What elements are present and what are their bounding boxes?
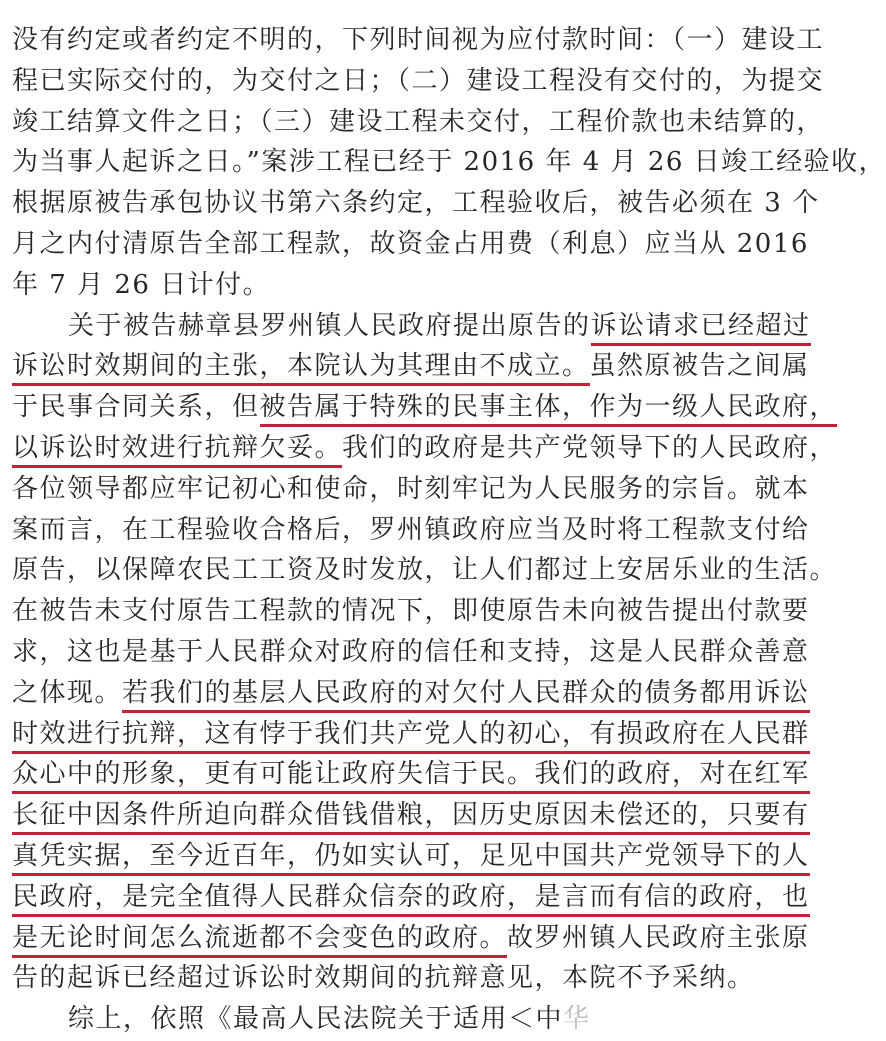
- text-segment: 年 7 月 26 日计付。: [12, 269, 271, 300]
- text-line: [0, 18, 825, 62]
- text-segment: 故罗州镇人民政府主张原: [507, 922, 810, 953]
- text-segment: 于民事合同关系，但: [12, 392, 260, 423]
- text-line: [0, 508, 810, 552]
- text-segment: 在被告未支付原告工程款的情况下，即使原告未向被告提出付款要: [12, 596, 810, 627]
- text-segment: 告的起诉已经超过诉讼时效期间的抗辩意见，本院不予采纳。: [12, 963, 755, 994]
- text-line: [0, 589, 810, 633]
- line-content: [0, 719, 810, 749]
- line-content: [0, 351, 810, 381]
- text-segment: 虽然原被告之间属: [589, 351, 810, 382]
- line-content: [0, 25, 824, 55]
- line-content: [0, 515, 810, 545]
- text-line: [0, 222, 809, 266]
- text-line: [0, 997, 746, 1041]
- line-content: [0, 147, 886, 177]
- line-content: [56, 1004, 591, 1034]
- text-segment: 我们的政府是共产党领导下的人民政府，: [342, 433, 838, 463]
- text-segment: 月之内付清原告全部工程款，故资金占用费（利息）应当从 2016: [12, 229, 809, 259]
- text-line: [0, 875, 810, 919]
- text-line: [0, 59, 825, 103]
- underlined-text: 时效进行抗辩，这有悖于我们共产党人的初心，有损政府在人民群: [12, 719, 810, 754]
- text-line: [0, 181, 820, 225]
- text-line: [0, 671, 810, 715]
- line-content: [0, 555, 837, 585]
- line-content: [0, 678, 810, 708]
- text-line: [0, 385, 838, 429]
- text-line: [0, 916, 810, 960]
- text-segment: 程已实际交付的，为交付之日；（二）建设工程没有交付的，为提交: [12, 65, 825, 96]
- line-content: [0, 229, 809, 259]
- text-segment: 综上，依照《最高人民法院关于适用＜中: [68, 1004, 564, 1035]
- text-line: [0, 712, 810, 756]
- text-line: [0, 467, 810, 511]
- text-segment: 案而言，在工程验收合格后，罗州镇政府应当及时将工程款支付给: [12, 514, 810, 545]
- underlined-text: 诉讼请求已经超过: [591, 311, 811, 346]
- line-content: [0, 474, 810, 504]
- underlined-text: 长征中因条件所迫向群众借钱借粮，因历史原因未偿还的，只要有: [12, 800, 810, 835]
- text-line: [0, 793, 810, 837]
- text-segment: 为当事人起诉之日。”案涉工程已经于 2016 年 4 月 26 日竣工经验收，: [12, 147, 886, 178]
- line-content: [0, 270, 270, 300]
- underlined-text: 以诉讼时效进行抗辩欠妥。: [12, 433, 342, 468]
- text-segment: 关于被告赫章县罗州镇人民政府提出原告的: [68, 310, 591, 341]
- text-line: [0, 752, 810, 796]
- underlined-text: 被告属于特殊的民事主体，作为一级人民政府，: [260, 392, 838, 427]
- line-content: [0, 637, 810, 667]
- underlined-text: 是无论时间怎么流逝都不会变色的政府。: [12, 923, 507, 958]
- line-content: [0, 963, 755, 993]
- text-line: [0, 344, 810, 388]
- text-line: [0, 426, 838, 470]
- text-line: [0, 834, 810, 878]
- text-line: [0, 140, 886, 184]
- text-line: [0, 956, 755, 1000]
- underlined-text: 真凭实据，至今近百年，仍如实认可，足见中国共产党领导下的人: [12, 841, 810, 876]
- line-content: [0, 841, 810, 871]
- text-segment: 没有约定或者约定不明的，下列时间视为应付款时间：（一）建设工: [12, 25, 825, 55]
- text-line: [0, 100, 825, 144]
- text-segment: 各位领导都应牢记初心和使命，时刻牢记为人民服务的宗旨。就本: [12, 473, 810, 504]
- text-line: [0, 630, 810, 674]
- text-segment: 之体现。: [12, 677, 123, 708]
- underlined-text: 诉讼时效期间的主张，本院认为其理由不成立。: [12, 351, 590, 386]
- text-segment: 华: [563, 1004, 591, 1035]
- text-segment: 根据原被告承包协议书第六条约定，工程验收后，被告必须在 3 个: [12, 188, 820, 219]
- text-line: [0, 548, 838, 592]
- text-line: [0, 263, 746, 307]
- underlined-text: 众心中的形象，更有可能让政府失信于民。我们的政府，对在红军: [12, 759, 810, 794]
- line-content: [0, 882, 810, 912]
- text-segment: 原告，以保障农民工工资及时发放，让人们都过上安居乐业的生活。: [12, 555, 838, 586]
- line-content: [0, 392, 837, 422]
- text-line: [0, 304, 811, 348]
- line-content: [0, 188, 820, 218]
- text-segment: 求，这也是基于人民群众对政府的信任和支持，这是人民群众善意: [12, 637, 810, 667]
- text-segment: 竣工结算文件之日；（三）建设工程未交付，工程价款也未结算的，: [12, 106, 825, 137]
- line-content: [0, 66, 824, 96]
- line-content: [0, 923, 810, 953]
- line-content: [0, 107, 824, 137]
- line-content: [0, 759, 810, 789]
- line-content: [0, 433, 837, 463]
- underlined-text: 民政府，是完全值得人民群众信奈的政府，是言而有信的政府，也: [12, 882, 810, 917]
- line-content: [0, 596, 810, 626]
- underlined-text: 若我们的基层人民政府的对欠付人民群众的债务都用诉讼: [122, 678, 810, 713]
- line-content: [0, 800, 810, 830]
- line-content: [56, 311, 811, 341]
